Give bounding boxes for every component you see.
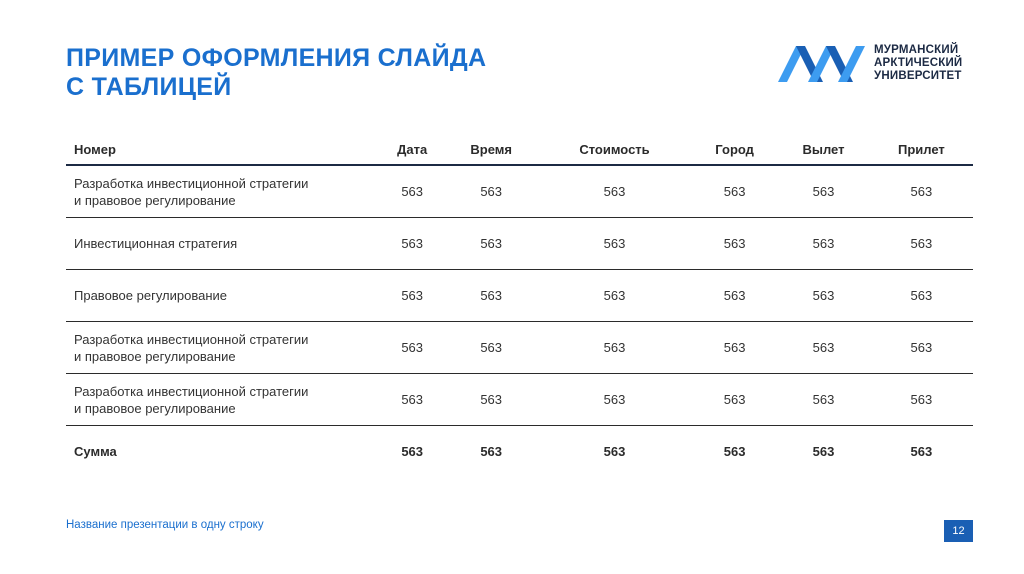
header-cell: Стоимость	[537, 134, 692, 165]
header-cell: Время	[445, 134, 537, 165]
value-cell: 563	[870, 322, 973, 374]
table-row	[66, 165, 973, 218]
logo-line2: АРКТИЧЕСКИЙ	[874, 57, 963, 69]
row-name-line: Разработка инвестиционной стратегии	[74, 331, 309, 347]
value-cell: 563	[379, 165, 445, 218]
data-table	[66, 134, 973, 477]
value-cell: 563	[870, 165, 973, 218]
header-cell: Номер	[66, 134, 379, 165]
value-cell: 563	[445, 165, 537, 218]
total-value-cell: 563	[812, 444, 835, 459]
value-cell: 563	[537, 322, 692, 374]
university-logo	[778, 44, 978, 84]
row-name-cell	[66, 165, 379, 218]
header-cell: Вылет	[777, 134, 870, 165]
value-cell: 563	[537, 374, 692, 426]
total-value-cell: 563	[910, 444, 933, 459]
table-row	[66, 270, 973, 322]
row-name-cell	[66, 374, 379, 426]
total-value-cell: 563	[480, 444, 503, 459]
value-cell: 563	[537, 270, 692, 322]
total-label-cell: Сумма	[74, 444, 117, 459]
table-row	[66, 218, 973, 270]
slide-title-line2: С ТАБЛИЦЕЙ	[66, 73, 232, 101]
row-name-line: и правовое регулирование	[74, 192, 236, 208]
header-cell: Дата	[379, 134, 445, 165]
row-name-line: Разработка инвестиционной стратегии	[74, 175, 309, 191]
header-cell: Город	[692, 134, 777, 165]
total-row	[66, 426, 973, 478]
value-cell: 563	[379, 374, 445, 426]
row-name-line: Правовое регулирование	[74, 288, 228, 303]
row-name-line: и правовое регулирование	[74, 400, 236, 416]
row-name-cell	[66, 218, 379, 270]
row-name-line: Разработка инвестиционной стратегии	[74, 383, 309, 399]
value-cell: 563	[777, 218, 870, 270]
value-cell: 563	[537, 165, 692, 218]
value-cell: 563	[379, 322, 445, 374]
row-name-cell	[66, 322, 379, 374]
logo-text	[874, 44, 962, 83]
value-cell: 563	[870, 218, 973, 270]
value-cell: 563	[445, 374, 537, 426]
table-row	[66, 374, 973, 426]
header-cell: Прилет	[870, 134, 973, 165]
value-cell: 563	[692, 374, 777, 426]
logo-line1: МУРМАНСКИЙ	[874, 44, 959, 56]
total-value-cell: 563	[723, 444, 746, 459]
value-cell: 563	[537, 218, 692, 270]
value-cell: 563	[692, 270, 777, 322]
value-cell: 563	[692, 322, 777, 374]
row-name-line: и правовое регулирование	[74, 348, 236, 364]
row-name-line: Инвестиционная стратегия	[74, 236, 238, 251]
value-cell: 563	[777, 270, 870, 322]
logo-mark-icon	[778, 44, 868, 84]
value-cell: 563	[692, 165, 777, 218]
presentation-name: Название презентации в одну строку	[66, 519, 264, 531]
value-cell: 563	[692, 218, 777, 270]
slide-title-line1: ПРИМЕР ОФОРМЛЕНИЯ СЛАЙДА	[66, 44, 487, 72]
logo-line3: УНИВЕРСИТЕТ	[874, 70, 962, 82]
value-cell: 563	[777, 322, 870, 374]
value-cell: 563	[777, 374, 870, 426]
value-cell: 563	[870, 270, 973, 322]
table-row	[66, 322, 973, 374]
table-header-row	[66, 134, 973, 165]
value-cell: 563	[445, 270, 537, 322]
value-cell: 563	[379, 270, 445, 322]
value-cell: 563	[379, 218, 445, 270]
row-name-cell	[66, 270, 379, 322]
value-cell: 563	[445, 218, 537, 270]
value-cell: 563	[777, 165, 870, 218]
value-cell: 563	[870, 374, 973, 426]
slide-title	[66, 44, 486, 102]
total-value-cell: 563	[603, 444, 626, 459]
total-value-cell: 563	[401, 444, 424, 459]
value-cell: 563	[445, 322, 537, 374]
page-number-badge: 12	[944, 520, 973, 542]
